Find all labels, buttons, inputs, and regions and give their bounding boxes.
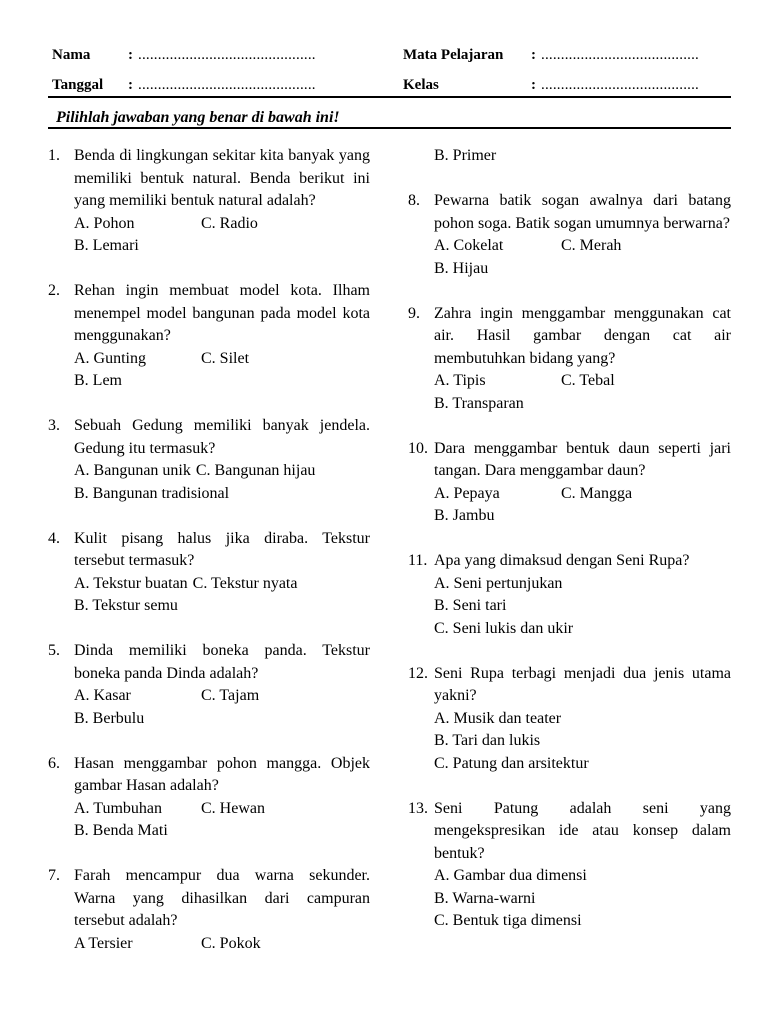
option-row <box>434 505 731 528</box>
option-b[interactable]: B. Tekstur semu <box>74 597 178 614</box>
kelas-label: Kelas <box>403 77 439 93</box>
tanggal-field[interactable]: ............................................. <box>138 77 316 93</box>
option-c[interactable]: C. Bentuk tiga dimensi <box>434 912 582 929</box>
option-row <box>74 820 370 843</box>
question-number: 4. <box>48 529 60 547</box>
question-number: 10. <box>408 439 428 457</box>
option-a[interactable]: A. Tumbuhan <box>74 799 163 817</box>
question-11 <box>408 550 731 640</box>
mata-pelajaran-colon: : <box>531 47 536 63</box>
nama-label: Nama <box>52 47 91 63</box>
mata-pelajaran-label: Mata Pelajaran <box>403 47 504 63</box>
option-c[interactable]: C. Tekstur nyata <box>192 574 298 592</box>
answer-options <box>74 685 370 730</box>
option-row <box>74 595 370 618</box>
tanggal-colon: : <box>128 77 133 93</box>
answer-options <box>434 708 731 776</box>
option-c[interactable]: C. Tebal <box>561 372 615 389</box>
option-row <box>74 685 370 708</box>
option-row <box>434 483 731 506</box>
question-number: 13. <box>408 799 428 817</box>
option-c[interactable]: C. Silet <box>201 349 250 367</box>
option-row <box>434 235 731 258</box>
answer-options <box>74 460 370 505</box>
option-row <box>434 618 731 641</box>
option-row <box>434 595 731 618</box>
instruction-rule <box>48 127 731 129</box>
option-b[interactable]: B. Transparan <box>434 394 524 412</box>
option-b[interactable]: B. Berbulu <box>74 709 145 727</box>
question-number: 1. <box>48 147 60 164</box>
option-b[interactable]: B. Hijau <box>434 259 489 277</box>
kelas-field[interactable]: ........................................ <box>541 77 699 93</box>
question-text: Seni Rupa terbagi menjadi dua jenis utama yakni? <box>434 664 731 704</box>
option-row <box>434 730 731 753</box>
nama-field[interactable]: ............................................. <box>138 47 316 63</box>
question-7-option-b[interactable]: B. Primer <box>434 147 497 164</box>
option-row <box>74 213 370 236</box>
question-number: 6. <box>48 754 60 772</box>
option-b[interactable]: B. Seni tari <box>434 597 507 614</box>
question-number: 7. <box>48 867 60 884</box>
option-a[interactable]: A. Bangunan unik <box>74 462 191 479</box>
question-6 <box>48 753 370 843</box>
option-row <box>434 888 731 911</box>
question-number: 5. <box>48 642 60 659</box>
answer-options <box>74 798 370 843</box>
option-c[interactable]: C. Patung dan arsitektur <box>434 754 589 772</box>
option-c[interactable]: C. Hewan <box>201 799 265 817</box>
question-text: Kulit pisang halus jika diraba. Tekstur tersebut termasuk? <box>74 529 370 569</box>
option-b[interactable]: B. Lem <box>74 372 122 389</box>
option-row <box>74 370 370 393</box>
question-5 <box>48 640 370 730</box>
option-c[interactable]: C. Pokok <box>201 934 261 952</box>
question-number: 2. <box>48 282 60 299</box>
option-a[interactable]: A Tersier <box>74 934 133 952</box>
question-9 <box>408 303 731 416</box>
option-b[interactable]: B. Tari dan lukis <box>434 732 541 749</box>
answer-options <box>434 370 731 415</box>
option-b[interactable]: B. Warna-warni <box>434 889 536 907</box>
option-row <box>74 798 370 821</box>
option-row <box>434 753 731 776</box>
option-a[interactable]: A. Cokelat <box>434 237 504 254</box>
option-row <box>434 573 731 596</box>
option-c[interactable]: C. Tajam <box>201 687 260 704</box>
question-1 <box>48 145 370 258</box>
question-3 <box>48 415 370 505</box>
question-7 <box>48 865 370 955</box>
question-text: Seni Patung adalah seni yang mengekspresikan ide atau konsep dalam bentuk? <box>434 799 731 862</box>
option-a[interactable]: A. Pepaya <box>434 484 500 502</box>
left-column <box>48 145 370 978</box>
question-text: Dara menggambar bentuk daun seperti jari tangan. Dara menggambar daun? <box>434 439 731 479</box>
question-text: Pewarna batik sogan awalnya dari batang pohon soga. Batik sogan umumnya berwarna? <box>434 192 731 232</box>
answer-options <box>74 213 370 258</box>
option-c[interactable]: C. Bangunan hijau <box>195 462 316 479</box>
option-row <box>434 910 731 933</box>
question-text: Apa yang dimaksud dengan Seni Rupa? <box>434 552 690 569</box>
answer-options <box>74 573 370 618</box>
answer-options <box>434 483 731 528</box>
answer-options <box>74 348 370 393</box>
answer-options <box>74 933 370 956</box>
header-rule <box>48 96 731 98</box>
option-b[interactable]: B. Lemari <box>74 237 139 254</box>
option-row <box>434 258 731 281</box>
answer-options <box>434 235 731 280</box>
option-row <box>434 370 731 393</box>
option-row <box>74 483 370 506</box>
question-2 <box>48 280 370 393</box>
question-number: 8. <box>408 192 420 209</box>
question-13 <box>408 798 731 933</box>
option-a[interactable]: A. Gunting <box>74 349 146 367</box>
answer-options <box>434 865 731 933</box>
question-number: 12. <box>408 664 428 682</box>
right-column <box>408 145 731 955</box>
question-text: Farah mencampur dua warna sekunder. Warna yang dihasilkan dari campuran tersebut adalah? <box>74 867 370 929</box>
option-row <box>434 708 731 731</box>
option-b[interactable]: B. Benda Mati <box>74 822 168 839</box>
question-text: Rehan ingin membuat model kota. Ilham menempel model bangunan pada model kota menggunakan? <box>74 282 370 344</box>
question-text: Sebuah Gedung memiliki banyak jendela. Gedung itu termasuk? <box>74 417 370 457</box>
tanggal-label: Tanggal <box>52 77 104 93</box>
option-row <box>74 573 370 596</box>
option-row <box>434 393 731 416</box>
option-a[interactable]: A. Seni pertunjukan <box>434 574 563 592</box>
answer-options <box>434 573 731 641</box>
option-c[interactable]: C. Merah <box>561 237 622 254</box>
question-text: Benda di lingkungan sekitar kita banyak yang memiliki bentuk natural. Benda berikut ini yang memiliki bentuk natural adalah? <box>74 147 370 209</box>
option-c[interactable]: C. Seni lukis dan ukir <box>434 619 574 637</box>
option-row <box>74 708 370 731</box>
question-text: Dinda memiliki boneka panda. Tekstur boneka panda Dinda adalah? <box>74 642 370 682</box>
question-text: Hasan menggambar pohon mangga. Objek gambar Hasan adalah? <box>74 754 370 794</box>
option-row <box>74 460 370 483</box>
instruction: Pilihlah jawaban yang benar di bawah ini! <box>56 109 340 126</box>
option-c[interactable]: C. Mangga <box>561 484 633 502</box>
question-4 <box>48 528 370 618</box>
question-8 <box>408 190 731 280</box>
option-a[interactable]: A. Tipis <box>434 372 486 389</box>
option-row <box>74 933 370 956</box>
option-b[interactable]: B. Jambu <box>434 507 495 524</box>
option-a[interactable]: A. Pohon <box>74 214 135 232</box>
question-10 <box>408 438 731 528</box>
option-b[interactable]: B. Bangunan tradisional <box>74 484 230 502</box>
option-a[interactable]: A. Gambar dua dimensi <box>434 867 587 884</box>
option-a[interactable]: A. Tekstur buatan <box>74 574 188 592</box>
question-number: 11. <box>408 552 428 569</box>
question-12 <box>408 663 731 776</box>
option-a[interactable]: A. Kasar <box>74 687 131 704</box>
question-number: 9. <box>408 304 420 322</box>
mata-pelajaran-field[interactable]: ........................................ <box>541 47 699 63</box>
option-row <box>74 235 370 258</box>
option-a[interactable]: A. Musik dan teater <box>434 709 562 727</box>
option-row <box>74 348 370 371</box>
option-row <box>434 865 731 888</box>
nama-colon: : <box>128 47 133 63</box>
option-c[interactable]: C. Radio <box>201 214 258 232</box>
question-number: 3. <box>48 417 60 434</box>
question-text: Zahra ingin menggambar menggunakan cat air. Hasil gambar dengan cat air membutuhkan bidang yang? <box>434 304 731 367</box>
kelas-colon: : <box>531 77 536 93</box>
